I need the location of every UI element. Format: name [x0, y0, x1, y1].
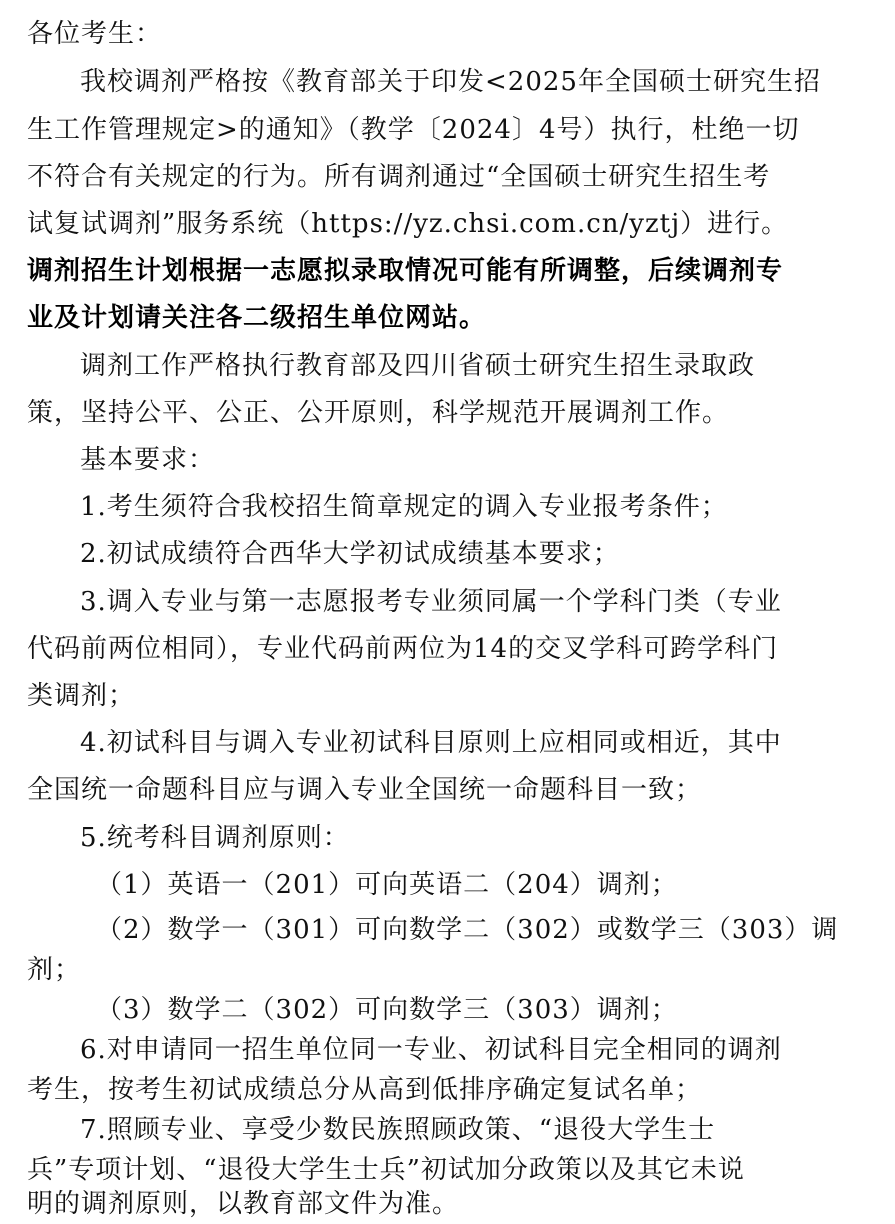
- requirement-7-line-1: 7.照顾专业、享受少数民族照顾政策、“退役大学生士: [80, 1115, 716, 1145]
- requirement-5-sub-2-line-1: （2）数学一（301）可向数学二（302）或数学三（303）调: [96, 915, 839, 945]
- requirement-7-line-2: 兵”专项计划、“退役大学生士兵”初试加分政策以及其它未说: [27, 1155, 745, 1185]
- intro-line-2: 生工作管理规定>的通知》（教学〔2024〕4号）执行，杜绝一切: [27, 115, 800, 145]
- requirement-3-line-1: 3.调入专业与第一志愿报考专业须同属一个学科门类（专业: [80, 587, 782, 617]
- greeting: 各位考生：: [27, 19, 163, 49]
- requirement-3-line-3: 类调剂；: [27, 681, 136, 711]
- requirement-6-line-2: 考生，按考生初试成绩总分从高到低排序确定复试名单；: [27, 1075, 703, 1105]
- requirement-5: 5.统考科目调剂原则：: [80, 823, 350, 853]
- requirement-4-line-1: 4.初试科目与调入专业初试科目原则上应相同或相近，其中: [80, 728, 782, 758]
- bold-notice-line-2: 业及计划请关注各二级招生单位网站。: [27, 303, 487, 333]
- requirement-4-line-2: 全国统一命题科目应与调入专业全国统一命题科目一致；: [27, 775, 703, 805]
- requirement-3-line-2: 代码前两位相同），专业代码前两位为14的交叉学科可跨学科门: [27, 634, 779, 664]
- requirement-5-sub-1: （1）英语一（201）可向英语二（204）调剂；: [96, 870, 678, 900]
- requirement-6-line-1: 6.对申请同一招生单位同一专业、初试科目完全相同的调剂: [80, 1035, 782, 1065]
- policy-line-2: 策，坚持公平、公正、公开原则，科学规范开展调剂工作。: [27, 398, 730, 428]
- intro-line-3: 不符合有关规定的行为。所有调剂通过“全国硕士研究生招生考: [27, 162, 771, 192]
- requirements-heading: 基本要求：: [80, 445, 216, 475]
- bold-notice-line-1: 调剂招生计划根据一志愿拟录取情况可能有所调整，后续调剂专: [27, 256, 784, 286]
- requirement-7-line-3: 明的调剂原则，以教育部文件为准。: [27, 1189, 460, 1219]
- requirement-2: 2.初试成绩符合西华大学初试成绩基本要求；: [80, 539, 620, 569]
- intro-line-1: 我校调剂严格按《教育部关于印发<2025年全国硕士研究生招: [80, 67, 821, 97]
- policy-line-1: 调剂工作严格执行教育部及四川省硕士研究生招生录取政: [80, 351, 756, 381]
- intro-line-4: 试复试调剂”服务系统（https://yz.chsi.com.cn/yztj）进行。: [27, 209, 789, 239]
- requirement-5-sub-3: （3）数学二（302）可向数学三（303）调剂；: [96, 995, 678, 1025]
- requirement-5-sub-2-line-2: 剂；: [27, 955, 82, 985]
- requirement-1: 1.考生须符合我校招生简章规定的调入专业报考条件；: [80, 492, 728, 522]
